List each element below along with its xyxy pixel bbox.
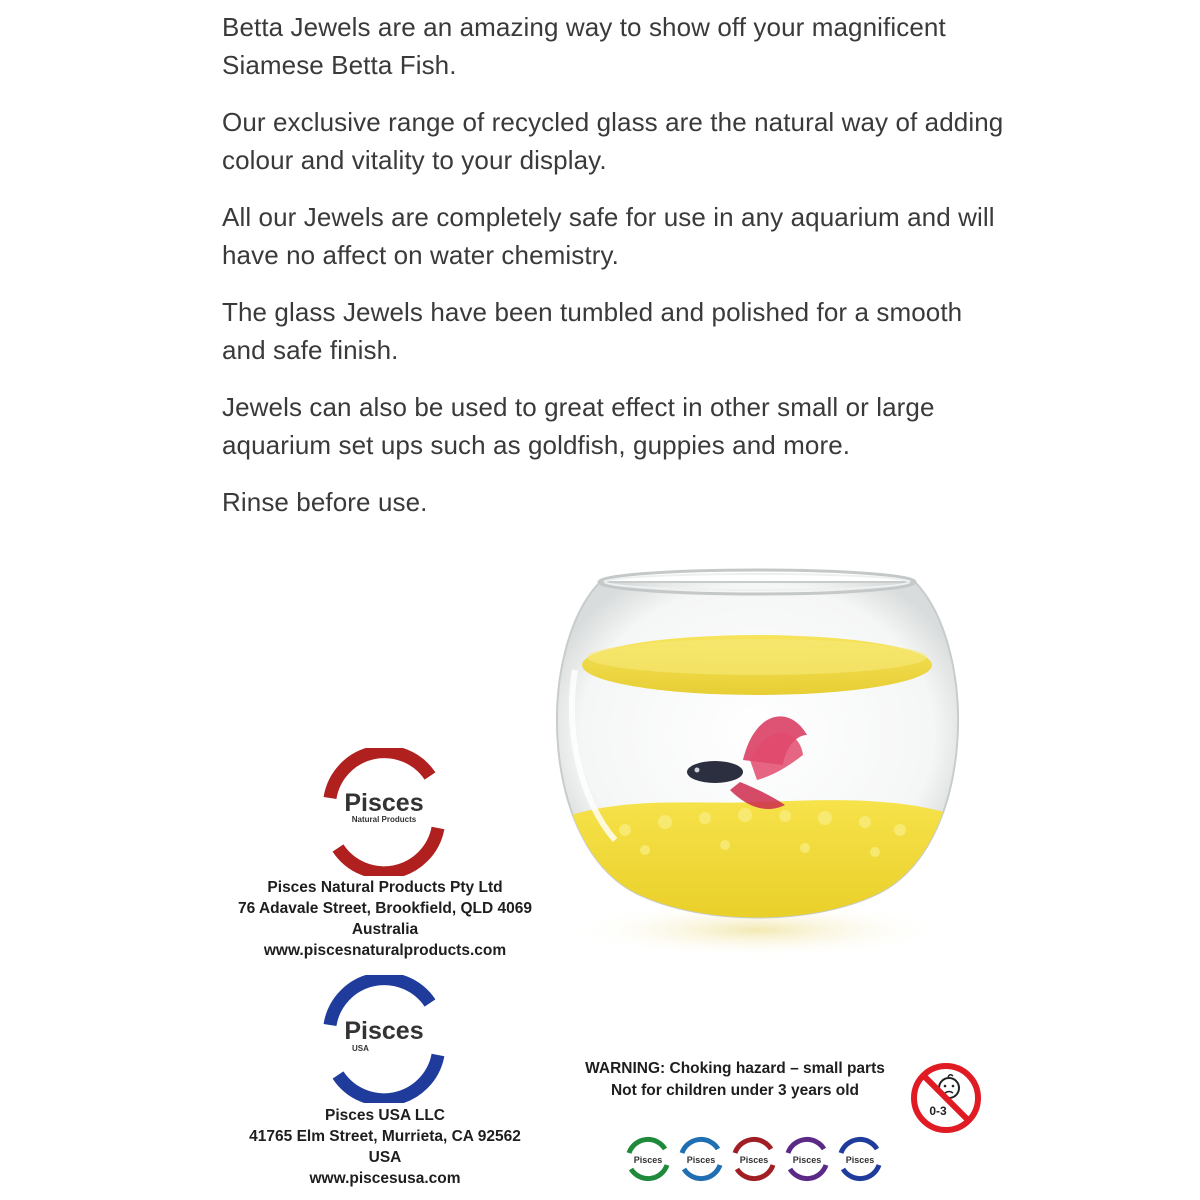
svg-text:Pisces: Pisces bbox=[344, 1017, 424, 1045]
fish-bowl-image bbox=[545, 560, 970, 960]
description-paragraph: All our Jewels are completely safe for use in any aquarium and will have no affect on water chemistry. bbox=[222, 202, 995, 270]
street-address: 41765 Elm Street, Murrieta, CA 92562 bbox=[249, 1128, 521, 1145]
svg-text:Pisces: Pisces bbox=[845, 1155, 875, 1165]
country: Australia bbox=[351, 921, 419, 938]
description-paragraph: Jewels can also be used to great effect in other small or large aquarium set ups such as goldfish, guppies and more. bbox=[222, 392, 935, 460]
not-for-under-3-icon bbox=[908, 1060, 984, 1136]
website-link[interactable]: www.piscesusa.com bbox=[309, 1170, 461, 1187]
description-paragraph: Our exclusive range of recycled glass are the natural way of adding colour and vitality to your display. bbox=[222, 107, 1004, 175]
svg-text:0-3: 0-3 bbox=[929, 1104, 947, 1118]
pisces-badge-navy bbox=[841, 1139, 879, 1178]
svg-text:Pisces: Pisces bbox=[792, 1155, 822, 1165]
warning-line-1: WARNING: Choking hazard – small parts bbox=[585, 1060, 885, 1077]
pisces-au-address bbox=[205, 877, 565, 961]
country: USA bbox=[368, 1149, 402, 1166]
pisces-usa-address bbox=[205, 1105, 565, 1189]
pisces-badge-green bbox=[629, 1139, 667, 1178]
pisces-badges-row bbox=[622, 1133, 892, 1185]
svg-text:Pisces: Pisces bbox=[739, 1155, 769, 1165]
svg-text:Pisces: Pisces bbox=[344, 789, 424, 817]
pisces-badge-purple bbox=[788, 1139, 826, 1178]
svg-text:Natural Products: Natural Products bbox=[351, 815, 417, 824]
choking-hazard-warning bbox=[560, 1058, 910, 1102]
svg-text:USA: USA bbox=[352, 1044, 369, 1053]
company-name: Pisces Natural Products Pty Ltd bbox=[267, 879, 503, 896]
product-description bbox=[222, 8, 1012, 540]
svg-text:Pisces: Pisces bbox=[686, 1155, 716, 1165]
pisces-usa-logo bbox=[318, 975, 450, 1103]
svg-text:Pisces: Pisces bbox=[633, 1155, 663, 1165]
website-link[interactable]: www.piscesnaturalproducts.com bbox=[263, 942, 507, 959]
description-paragraph: Rinse before use. bbox=[222, 487, 428, 517]
company-name: Pisces USA LLC bbox=[324, 1107, 446, 1124]
pisces-natural-products-logo bbox=[318, 748, 450, 876]
description-paragraph: Betta Jewels are an amazing way to show off your magnificent Siamese Betta Fish. bbox=[222, 12, 946, 80]
description-paragraph: The glass Jewels have been tumbled and polished for a smooth and safe finish. bbox=[222, 297, 963, 365]
pisces-badge-blue bbox=[682, 1139, 720, 1178]
pisces-badge-red bbox=[735, 1139, 773, 1178]
street-address: 76 Adavale Street, Brookfield, QLD 4069 bbox=[237, 900, 533, 917]
warning-line-2: Not for children under 3 years old bbox=[610, 1082, 860, 1099]
